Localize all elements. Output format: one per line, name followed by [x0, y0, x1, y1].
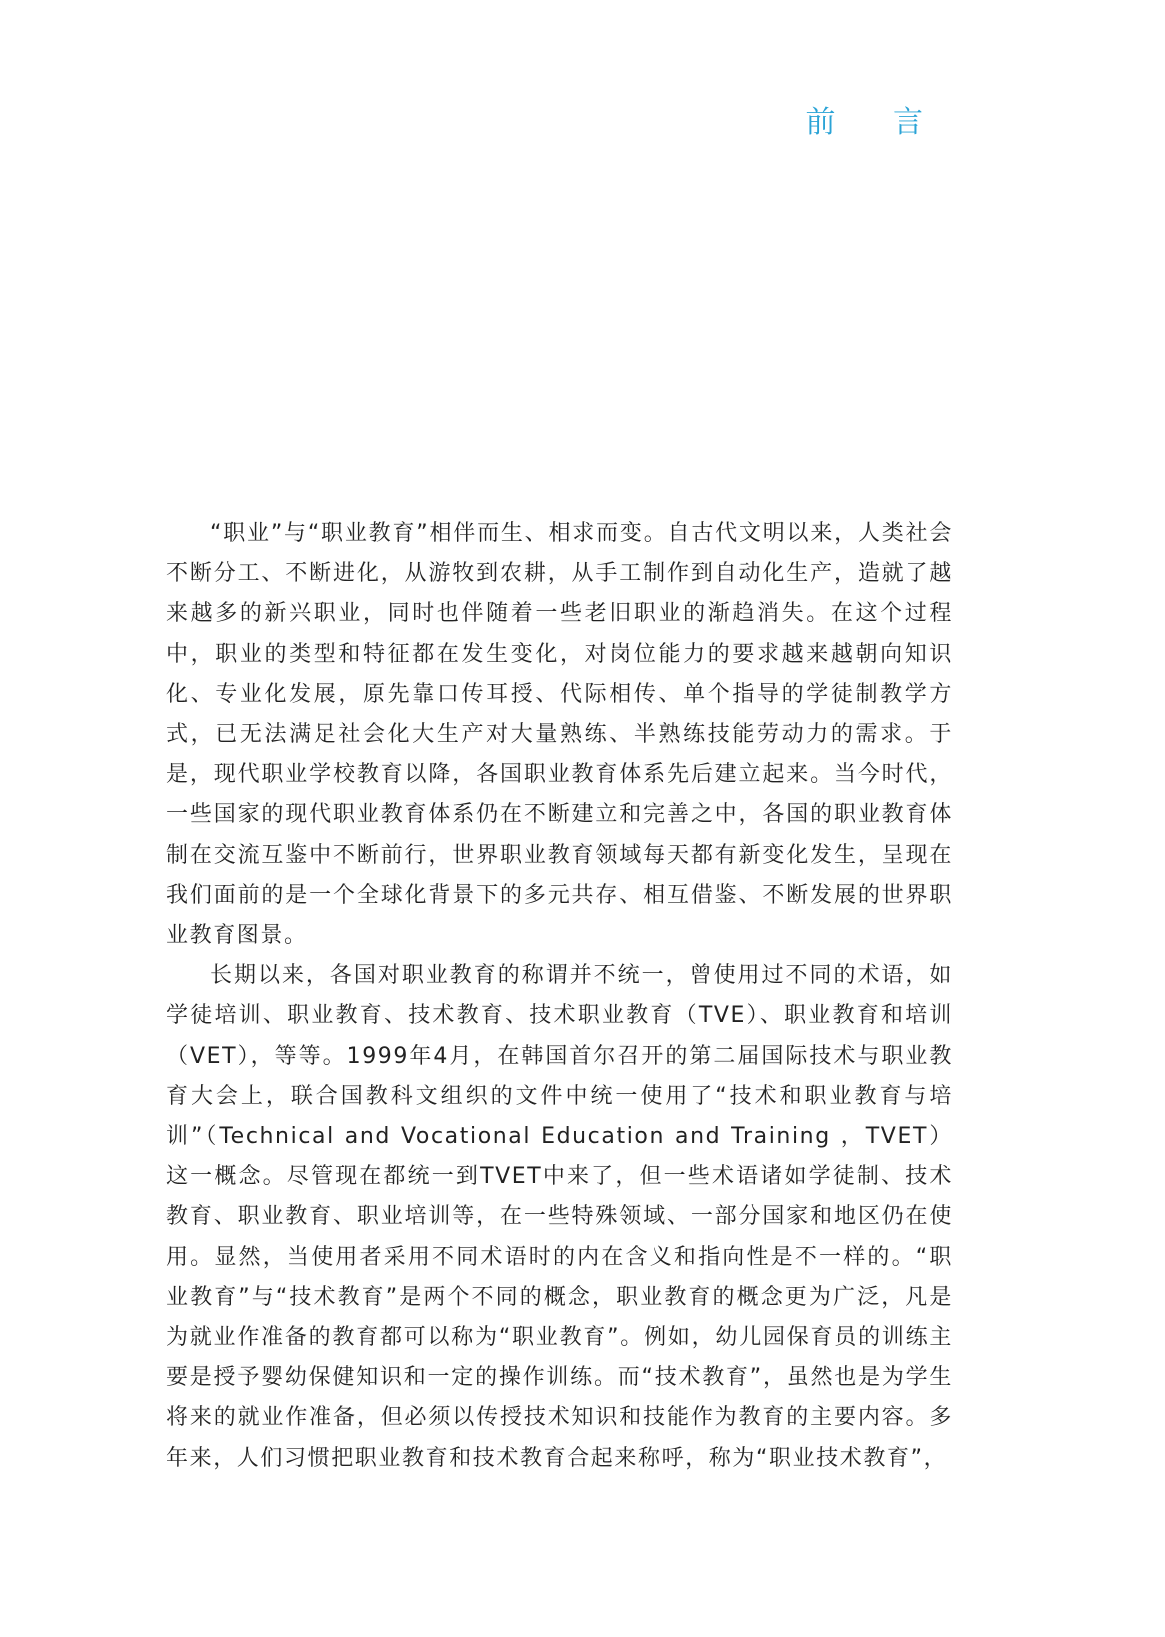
paragraph-1: “职业”与“职业教育”相伴而生、相求而变。自古代文明以来，人类社会不断分工、不断进化，从游牧到农耕，从手工制作到自动化生产，造就了越来越多的新兴职业，同时也伴随着一些老旧职业的渐趋消失。在这个过程中，职业的类型和特征都在发生变化，对岗位能力的要求越来越朝向知识化、专业化发展，原先靠口传耳授、代际相传、单个指导的学徒制教学方式，已无法满足社会化大生产对大量熟练、半熟练技能劳动力的需求。于是，现代职业学校教育以降，各国职业教育体系先后建立起来。当今时代，一些国家的现代职业教育体系仍在不断建立和完善之中，各国的职业教育体制在交流互鉴中不断前行，世界职业教育领域每天都有新变化发生，呈现在我们面前的是一个全球化背景下的多元共存、相互借鉴、不断发展的世界职业教育图景。 — [166, 521, 953, 949]
paragraph-2: 长期以来，各国对职业教育的称谓并不统一，曾使用过不同的术语，如学徒培训、职业教育、技术教育、技术职业教育（TVE）、职业教育和培训（VET），等等。1999年4月，在韩国首尔召开的第二届国际技术与职业教育大会上，联合国教科文组织的文件中统一使用了“技术和职业教育与培训”（Technical and Vocational Education and Training ，TVET）这一概念。尽管现在都统一到TVET中来了，但一些术语诸如学徒制、技术教育、职业教育、职业培训等，在一些特殊领域、一部分国家和地区仍在使用。显然，当使用者采用不同术语时的内在含义和指向性是不一样的。“职业教育”与“技术教育”是两个不同的概念，职业教育的概念更为广泛，凡是为就业作准备的教育都可以称为“职业教育”。例如，幼儿园保育员的训练主要是授予婴幼保健知识和一定的操作训练。而“技术教育”，虽然也是为学生将来的就业作准备，但必须以传授技术知识和技能作为教育的主要内容。多年来，人们习惯把职业教育和技术教育合起来称呼，称为“职业技术教育”， — [166, 963, 953, 1471]
body-text — [166, 514, 953, 1479]
chapter-title: 前 言 — [805, 105, 947, 140]
